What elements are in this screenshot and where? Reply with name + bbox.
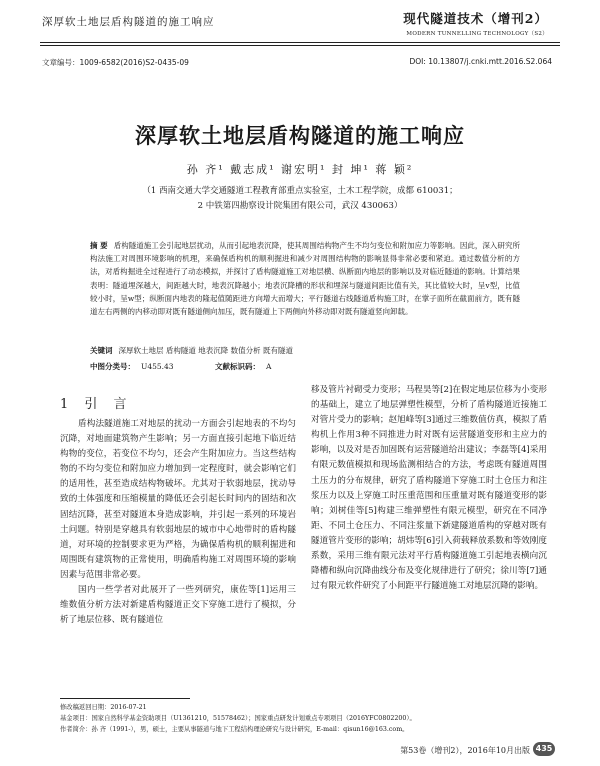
paragraph: 国内一些学者对此展开了一些列研究，康佐等[1]运用三维数值分析方法对新建盾构隧道正交下穿施工进行了模拟，分析了地层位移、既有隧道位: [60, 585, 296, 626]
affiliation-1: （1 西南交通大学交通隧道工程教育部重点实验室，土木工程学院，成都 610031；: [142, 186, 458, 196]
abstract: [90, 239, 520, 318]
article-number: 文章编号：1009-6582(2016)S2-0435-09: [42, 58, 189, 67]
affiliation-2: 2 中铁第四勘察设计院集团有限公司，武汉 430063）: [197, 201, 403, 211]
paper-title: 深厚软土地层盾构隧道的施工响应: [135, 123, 465, 148]
keywords: [90, 345, 520, 356]
footnote-received: 修改稿返回日期：2016-07-21: [60, 704, 147, 711]
author-list: 孙 齐¹ 戴志成¹ 谢宏明¹ 封 坤¹ 蒋 颖²: [186, 163, 414, 176]
paragraph: 盾构法隧道施工对地层的扰动一方面会引起地表的不均匀沉降，对地面建筑物产生影响；另一方面直接引起地下临近结构物的变位，若变位不均匀，还会产生附加应力。当这些结构物的不均匀变位和附加应力增加到一定程度时，就会影响它们的适用性，甚至造成结构物破坏。尤其对于软弱地层，扰动导致的土体强度和压缩模量的降低还会引起长时间内的固结和次固结沉降，甚至对隧道本身造成影响，并引起一系列的环境岩土问题。特别是穿越具有软弱地层的城市中心地带时的盾构隧道，对环境的控制要求更为严格，为确保盾构机的顺利掘进和周围既有建筑物的正常使用，明确盾构施工对周围环境的影响因素与范围非常必要。: [60, 419, 296, 580]
journal-name-english: MODERN TUNNELLING TECHNOLOGY（S2）: [406, 31, 548, 37]
paragraph: 移及管片衬砌受力变形；马程昊等[2]在假定地层位移为小变形的基础上，建立了地层弹塑性模型，分析了盾构隧道近接施工对管片受力的影响；赵旭峰等[3]通过三维数值仿真，模拟了盾构机上作用3种不同推进力时对既有运营隧道变形和主应力的影响，以及对是否加固既有运营隧道给出建议；李磊等[4]采用有限元数值模拟和现场监测相结合的方法，考虑既有隧道周围土压力的分布规律，研究了盾构隧道下穿施工时土仓压力和注浆压力以及上穿施工时压重范围和压重量对既有隧道变形的影响；刘树佳等[5]构建三维弹塑性有限元模型，研究在不同净距、不同土仓压力、不同注浆量下新建隧道盾构的穿越对既有隧道管片变形的影响；胡炜等[6]引入荷载释放系数和等效刚度系数，采用三维有限元法对平行盾构隧道施工引起地表横向沉降槽和纵向沉降曲线分布及变化规律进行了研究；徐川等[7]通过有限元软件研究了小间距平行隧道施工对地层沉降的影响。: [311, 385, 547, 592]
running-header-title: 深厚软土地层盾构隧道的施工响应: [42, 16, 215, 28]
document-code-label: 文献标识码：: [215, 362, 260, 371]
abstract-label: 摘 要: [90, 241, 108, 250]
classification-value: U455.43: [141, 362, 174, 371]
footnote-rule: [60, 698, 190, 699]
footnote-funding: 基金项目：国家自然科学基金资助项目（U1361210，51578462）；国家重点研发计划重点专项项目（2016YFC0802200）。: [60, 715, 416, 722]
keywords-label: 关键词: [90, 346, 113, 355]
abstract-text: 盾构隧道施工会引起地层扰动，从而引起地表沉降，使其周围结构物产生不均匀变位和附加应力等影响。因此，深入研究所构法施工对周围环境影响的机理，来确保盾构机的顺利掘进和减少对周围结构物的影响显得非常必要和紧迫。通过数值分析的方法，对盾构掘进全过程进行了动态模拟，并探讨了盾构隧道施工对地层横、纵断面内地层的影响以及对临近隧道的影响。计算结果表明：隧道埋深越大，间距越大时，地表沉降越小；地表沉降槽的形状和埋深与隧道间距比值有关，其比值较大时，呈v型，比值较小时，呈w型；纵断面内地表的隆起值随距进方向增大而增大；平行隧道右线隧道盾构施工时，在掌子面所在截面前方，既有隧道左右两侧的内移动即对既有隧道侧向加压，既有隧道上下两侧向外移动即对既有隧道竖向卸载。: [90, 241, 520, 317]
right-column: [311, 383, 547, 594]
footnote-author: 作者简介：孙 齐（1991-），男，硕士，主要从事隧道与地下工程结构理论研究与设计研究，E-mail：qisun16@163.com。: [60, 726, 409, 733]
header-rule-thin: [40, 45, 560, 46]
classification-number: [90, 361, 174, 372]
document-code: [215, 361, 271, 372]
page-number: 435: [533, 742, 555, 756]
header-rule: [40, 42, 560, 43]
left-column: [60, 417, 296, 628]
footer-issue: 第53卷（增刊2），2016年10月出版: [400, 746, 530, 755]
section-heading: 1 引 言: [60, 397, 133, 412]
classification-label: 中图分类号：: [90, 362, 135, 371]
doi: DOI: 10.13807/j.cnki.mtt.2016.S2.064: [409, 57, 552, 66]
document-code-value: A: [266, 362, 272, 371]
journal-name: 现代隧道技术（增刊2）: [403, 11, 548, 26]
keywords-text: 深厚软土地层 盾构隧道 地表沉降 数值分析 既有隧道: [118, 346, 294, 355]
